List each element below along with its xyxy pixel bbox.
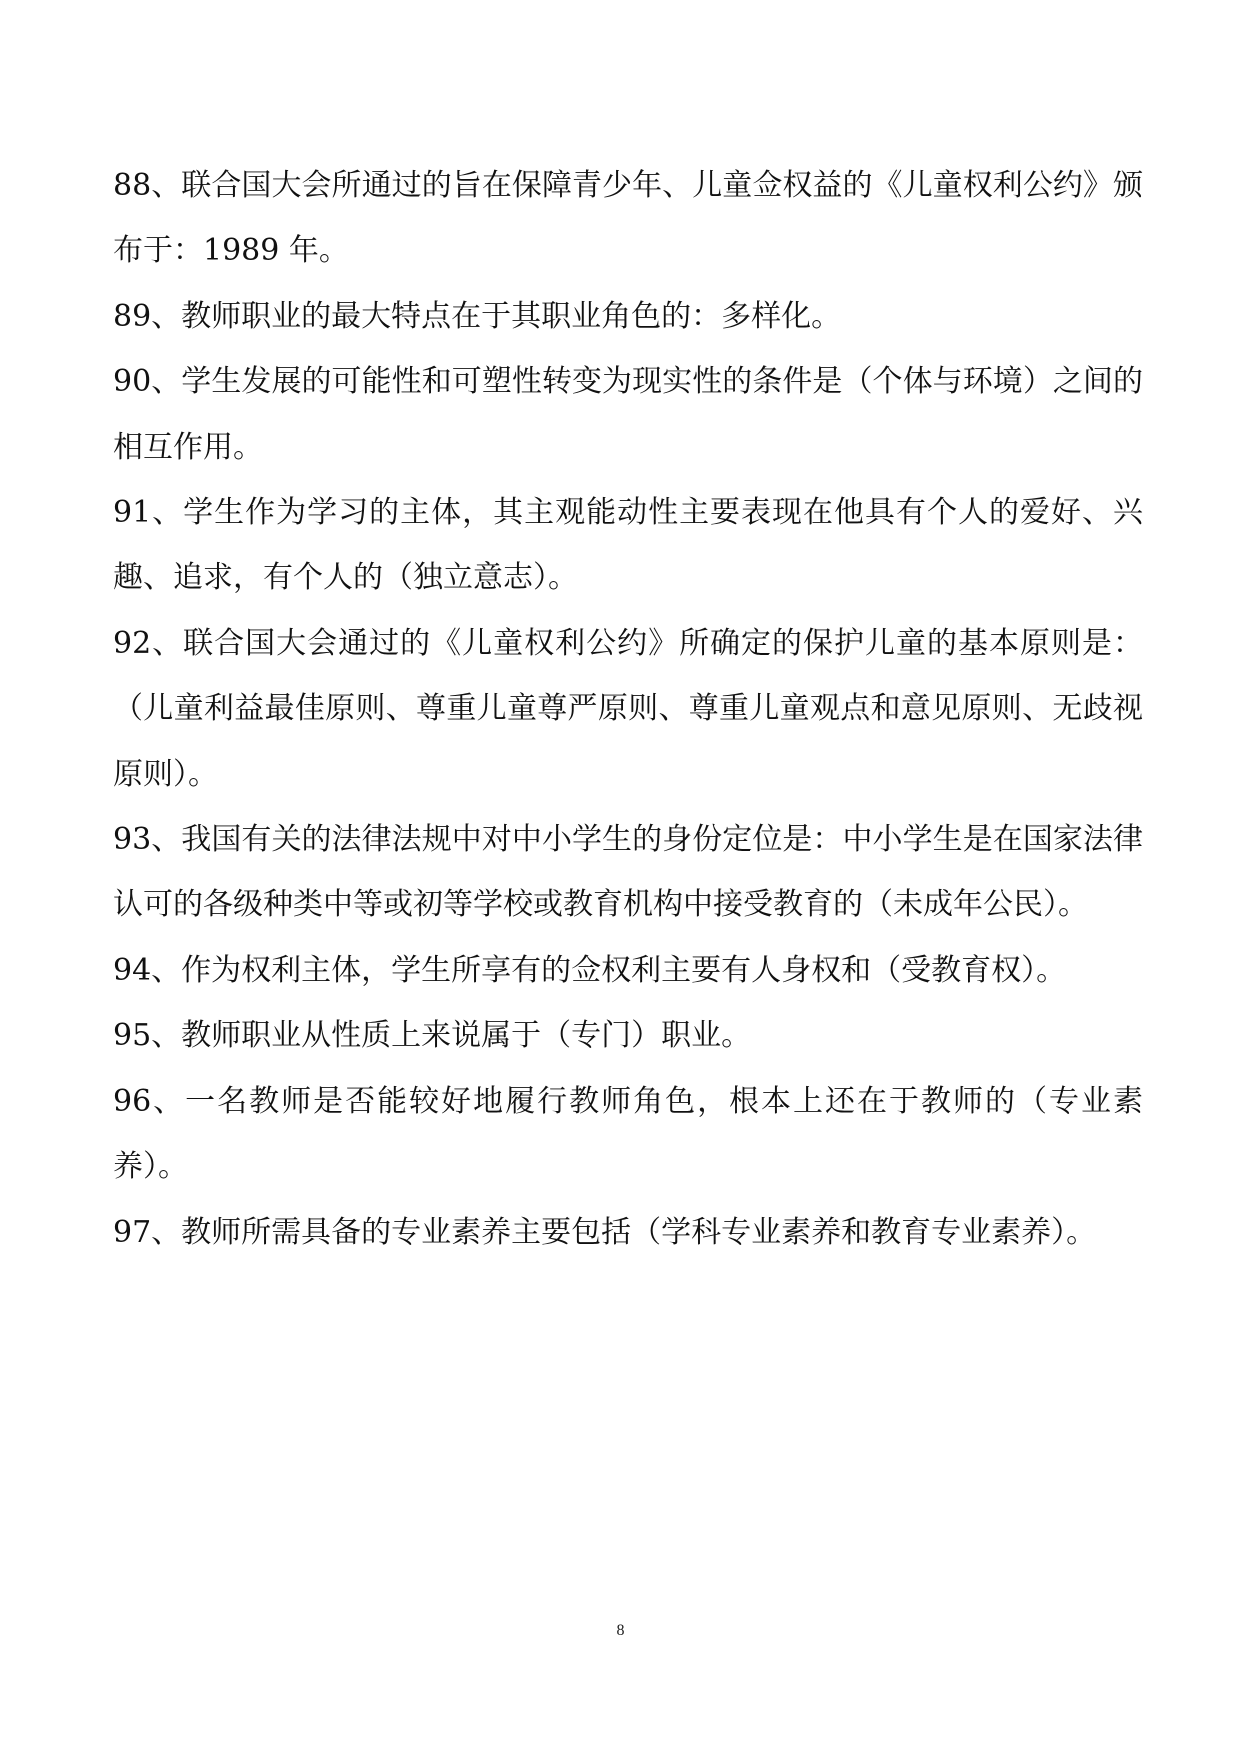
question-item-90: 90、学生发展的可能性和可塑性转变为现实性的条件是（个体与环境）之间的相互作用。: [113, 364, 1143, 465]
question-item-94: 94、作为权利主体，学生所享有的佥权利主要有人身权和（受教育权）。: [113, 952, 1067, 988]
page-number: 8: [616, 1622, 625, 1639]
question-item-96: 96、一名教师是否能较好地履行教师角色，根本上还在于教师的（专业素养）。: [113, 1083, 1143, 1185]
question-item-97: 97、教师所需具备的专业素养主要包括（学科专业素养和教育专业素养）。: [113, 1214, 1097, 1250]
question-item-92: 92、联合国大会通过的《儿童权利公约》所确定的保护儿童的基本原则是：（儿童利益最佳原则、尊重儿童尊严原则、尊重儿童观点和意见原则、无歧视原则）。: [113, 625, 1143, 792]
question-list: [113, 153, 1143, 1265]
question-item-89: 89、教师职业的最大特点在于其职业角色的：多样化。: [113, 298, 842, 334]
question-item-88: 88、联合国大会所通过的旨在保障青少年、儿童佥权益的《儿童权利公约》颁布于：1989 年。: [113, 168, 1143, 269]
question-item-93: 93、我国有关的法律法规中对中小学生的身份定位是：中小学生是在国家法律认可的各级种类中等或初等学校或教育机构中接受教育的（未成年公民）。: [113, 822, 1143, 923]
question-item-91: 91、学生作为学习的主体，其主观能动性主要表现在他具有个人的爱好、兴趣、追求，有个人的（独立意志）。: [113, 495, 1143, 596]
question-item-95: 95、教师职业从性质上来说属于（专门）职业。: [113, 1018, 752, 1054]
